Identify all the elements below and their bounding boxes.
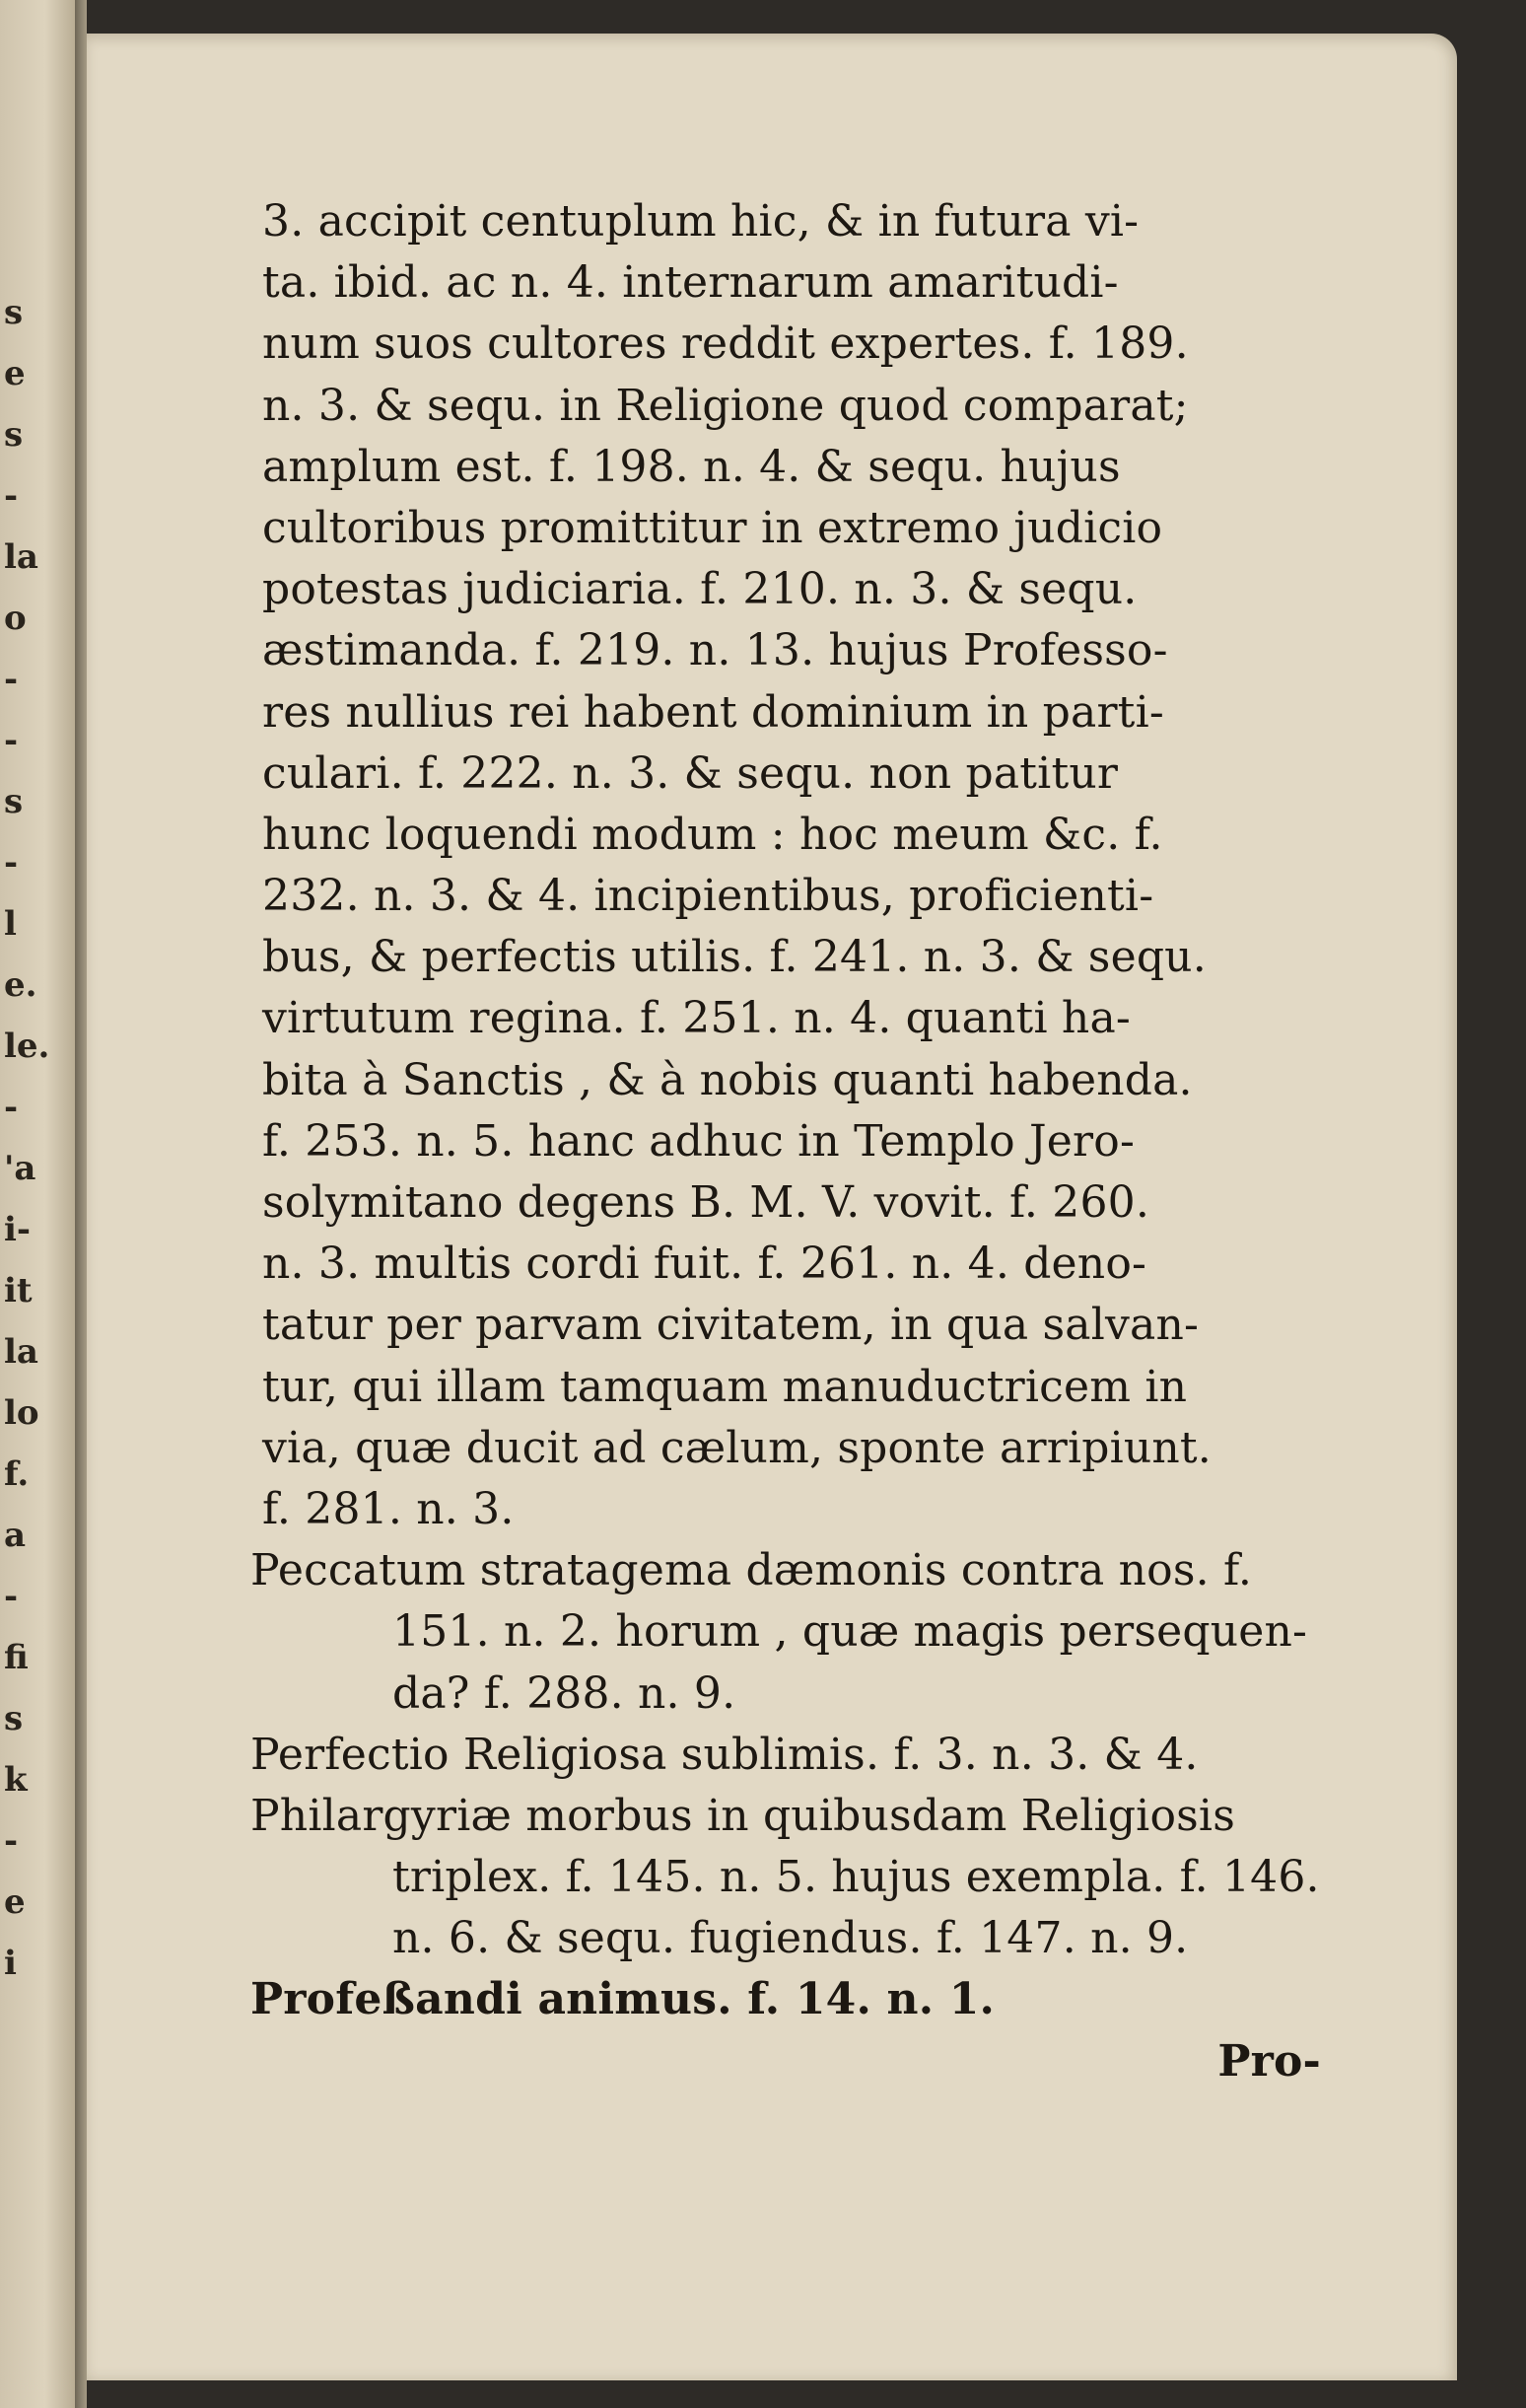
text-line: res nullius rei habent dominium in parti- xyxy=(262,686,1164,738)
margin-mark: - xyxy=(4,1577,19,1616)
margin-mark: s xyxy=(4,1699,24,1738)
margin-mark: it xyxy=(4,1271,33,1310)
margin-mark: o xyxy=(4,599,27,638)
text-line: potestas judiciaria. f. 210. n. 3. & sequ. xyxy=(262,564,1138,615)
index-entry-profitendi: Profeßandi animus. f. 14. n. 1. xyxy=(250,1974,996,2025)
margin-mark: e xyxy=(4,354,26,393)
text-line: æstimanda. f. 219. n. 13. hujus Professo- xyxy=(262,625,1168,676)
text-line: culari. f. 222. n. 3. & sequ. non patitur xyxy=(262,747,1119,799)
margin-mark: e xyxy=(4,1882,26,1922)
text-line: 151. n. 2. horum , quæ magis persequen- xyxy=(392,1606,1308,1658)
margin-mark: a xyxy=(4,1516,27,1555)
text-line: 3. accipit centuplum hic, & in futura vi- xyxy=(262,196,1140,247)
text-line: da? f. 288. n. 9. xyxy=(392,1667,736,1719)
margin-mark: - xyxy=(4,843,19,883)
text-line: via, quæ ducit ad cælum, sponte arripiunt. xyxy=(262,1422,1212,1473)
text-line: bita à Sanctis , & à nobis quanti habenda. xyxy=(262,1054,1193,1105)
margin-mark: i- xyxy=(4,1210,32,1249)
text-line: amplum est. f. 198. n. 4. & sequ. hujus xyxy=(262,441,1121,492)
margin-mark: k xyxy=(4,1760,28,1800)
margin-mark: - xyxy=(4,1088,19,1127)
margin-mark: fi xyxy=(4,1638,29,1677)
text-line: n. 3. multis cordi fuit. f. 261. n. 4. deno- xyxy=(262,1239,1147,1290)
text-line: n. 6. & sequ. fugiendus. f. 147. n. 9. xyxy=(392,1913,1189,1964)
text-line: tatur per parvam civitatem, in qua salvan- xyxy=(262,1300,1200,1351)
margin-mark: la xyxy=(4,1332,38,1372)
text-line: ta. ibid. ac n. 4. internarum amaritudi- xyxy=(262,257,1119,309)
margin-mark: - xyxy=(4,1821,19,1861)
text-line: virtutum regina. f. 251. n. 4. quanti ha- xyxy=(262,993,1131,1044)
margin-mark: - xyxy=(4,660,19,699)
text-line: 232. n. 3. & 4. incipientibus, proficienti- xyxy=(262,871,1154,922)
margin-mark: i xyxy=(4,1944,17,1983)
facing-page-edge xyxy=(0,0,77,2408)
text-line: tur, qui illam tamquam manuductricem in xyxy=(262,1361,1188,1412)
text-line: num suos cultores reddit expertes. f. 189. xyxy=(262,319,1189,370)
margin-mark: 'a xyxy=(4,1149,36,1188)
index-entry-peccatum: Peccatum stratagema dæmonis contra nos. f. xyxy=(250,1545,1253,1596)
margin-mark: e. xyxy=(4,965,37,1005)
margin-mark: s xyxy=(4,293,24,332)
margin-mark: la xyxy=(4,537,38,577)
text-line: f. 281. n. 3. xyxy=(262,1483,515,1534)
book-gutter xyxy=(75,0,87,2408)
text-line: triplex. f. 145. n. 5. hujus exempla. f. 146. xyxy=(392,1852,1320,1903)
text-line: f. 253. n. 5. hanc adhuc in Templo Jero- xyxy=(262,1115,1136,1167)
text-line: cultoribus promittitur in extremo judicio xyxy=(262,502,1163,553)
margin-mark: le. xyxy=(4,1027,50,1066)
index-text-block xyxy=(250,191,1416,2092)
text-line: hunc loquendi modum : hoc meum &c. f. xyxy=(262,809,1163,860)
catchword: Pro- xyxy=(1217,2035,1321,2087)
margin-mark: lo xyxy=(4,1393,39,1433)
margin-mark: s xyxy=(4,782,24,821)
margin-mark: f. xyxy=(4,1454,30,1494)
index-entry-perfectio: Perfectio Religiosa sublimis. f. 3. n. 3. & 4. xyxy=(250,1729,1199,1780)
margin-mark: s xyxy=(4,415,24,455)
text-line: n. 3. & sequ. in Religione quod comparat; xyxy=(262,380,1189,431)
margin-mark: - xyxy=(4,721,19,760)
margin-mark: - xyxy=(4,476,19,516)
margin-mark: l xyxy=(4,904,17,944)
text-line: solymitano degens B. M. V. vovit. f. 260. xyxy=(262,1177,1150,1228)
index-entry-philargyriae: Philargyriæ morbus in quibusdam Religiosis xyxy=(250,1790,1235,1841)
book-page xyxy=(87,34,1457,2380)
text-line: bus, & perfectis utilis. f. 241. n. 3. & sequ. xyxy=(262,932,1207,983)
